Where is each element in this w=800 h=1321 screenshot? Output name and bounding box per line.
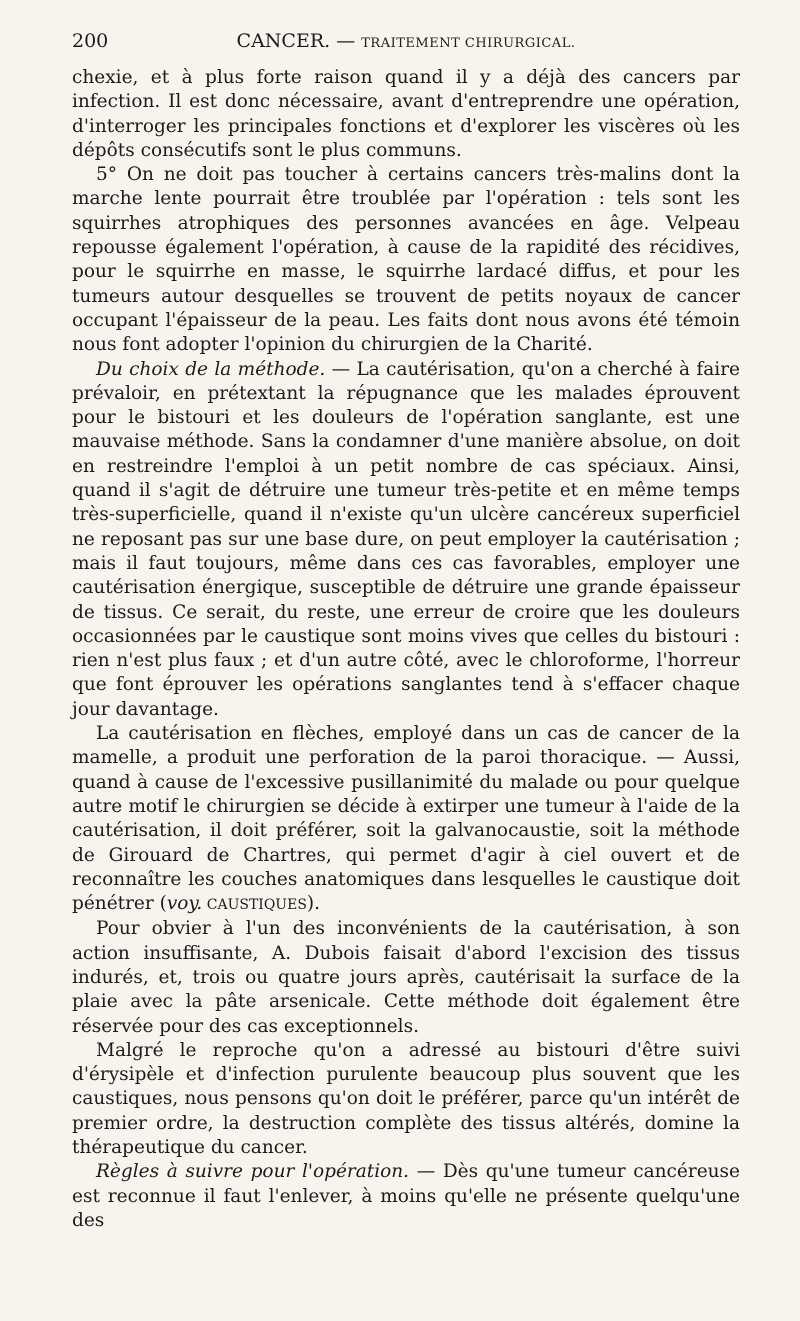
paragraph-text: — La cautérisation, qu'on a cherché à faire prévaloir, en prétextant la répugnance que les malades éprouvent pour le bistouri et les douleurs de l'opération sanglante, est une mauvaise méthode. Sans la condamner d'une manière absolue, on doit en restreindre l'emploi à un petit nombre de cas spéciaux. Ainsi, quand il s'agit de détruire une tumeur très-petite et en même temps très-superficielle, quand il n'existe qu'un ulcère cancéreux superficiel ne reposant pas sur une base dure, on peut employer la cautérisation ; mais il faut toujours, même dans ces cas favorables, employer une cautérisation énergique, susceptible de détruire une grande épaisseur de tissus. Ce serait, du reste, une erreur de croire que les douleurs occasionnées par le caustique sont moins vives que celles du bistouri : rien n'est plus faux ; et d'un autre côté, avec le chloroforme, l'horreur que font éprouver les opérations sanglantes tend à s'effacer chaque jour davantage. (72, 358, 740, 720)
paragraph (72, 1160, 740, 1233)
paragraph-text: Malgré le reproche qu'on a adressé au bistouri d'être suivi d'érysipèle et d'infection purulente beaucoup plus souvent que les caustiques, nous pensons qu'on doit le préférer, parce qu'un intérêt de premier ordre, la destruction complète des tissus altérés, domine la thérapeutique du cancer. (72, 1039, 740, 1159)
paragraph (72, 917, 740, 1038)
paragraph (72, 358, 740, 722)
paragraph (72, 66, 740, 163)
cross-ref-voy: voy. (166, 893, 203, 915)
running-header (72, 30, 740, 60)
header-separator: — (336, 30, 356, 52)
section-heading-methode: Du choix de la méthode. (96, 358, 326, 380)
header-subtitle: TRAITEMENT CHIRURGICAL. (361, 36, 576, 51)
cross-ref-caustiques: CAUSTIQUES (202, 897, 307, 914)
paragraph-text: chexie, et à plus forte raison quand il y a déjà des cancers par infection. Il est donc nécessaire, avant d'entreprendre une opération, d'interroger les principales fonctions et d'explorer les viscères où les dépôts consécutifs sont le plus communs. (72, 67, 740, 161)
paragraph-text: La cautérisation en flèches, employé dans un cas de cancer de la mamelle, a produit une perforation de la paroi thoracique. — Aussi, quand à cause de l'excessive pusillanimité du malade ou pour quelque autre motif le chirurgien se décide à extirper une tumeur à l'aide de la cautérisation, il doit préférer, soit la galvanocaustie, soit la méthode de Girouard de Chartres, qui permet d'agir à ciel ouvert et de reconnaître les couches anatomiques dans lesquelles le caustique doit pénétrer ( (72, 723, 740, 915)
paragraph-text: Pour obvier à l'un des inconvénients de la cautérisation, à son action insuffisante, A. Dubois faisait d'abord l'excision des tissus indurés, et, trois ou quatre jours après, cautérisait la surface de la plaie avec la pâte arsenicale. Cette méthode doit également être réservée pour des cas exceptionnels. (72, 918, 740, 1037)
text-body (72, 66, 740, 1233)
page-number: 200 (72, 30, 109, 52)
header-title: CANCER. (236, 30, 331, 52)
paragraph (72, 1039, 740, 1160)
paragraph-text: — Dès qu'une tumeur cancéreuse est reconnue il faut l'enlever, à moins qu'elle ne présente quelqu'une des (72, 1161, 740, 1231)
section-heading-regles: Règles à suivre pour l'opération. (96, 1161, 410, 1183)
paragraph-tail: ). (306, 893, 321, 915)
paragraph (72, 722, 740, 917)
paragraph (72, 163, 740, 357)
running-title (72, 30, 740, 52)
paragraph-text: 5° On ne doit pas toucher à certains cancers très-malins dont la marche lente pourrait être troublée par l'opération : tels sont les squirrhes atrophiques des personnes avancées en âge. Velpeau repousse également l'opération, à cause de la rapidité des récidives, pour le squirrhe en masse, le squirrhe lardacé diffus, et pour les tumeurs autour desquelles se trouvent de petits noyaux de cancer occupant l'épaisseur de la peau. Les faits dont nous avons été témoin nous font adopter l'opinion du chirurgien de la Charité. (72, 164, 740, 356)
